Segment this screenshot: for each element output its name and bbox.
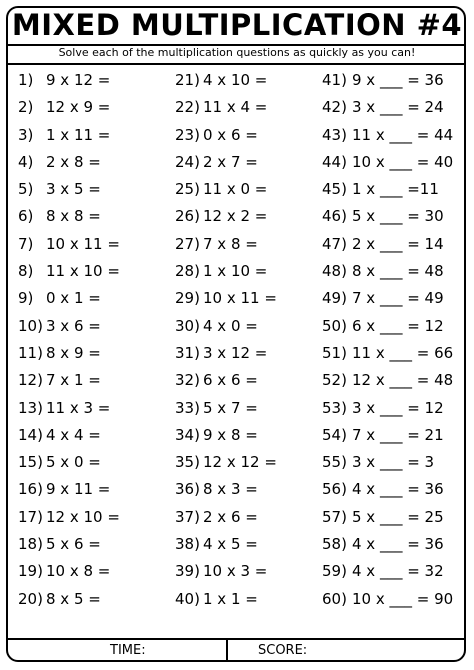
question-text: 2 x 7 = — [203, 152, 258, 171]
question-item — [322, 149, 453, 176]
question-text: 3 x ___ = 12 — [352, 398, 444, 417]
question-number: 53) — [322, 398, 347, 417]
score-label: SCORE: — [258, 643, 308, 658]
question-text: 3 x ___ = 3 — [352, 453, 435, 472]
question-number: 32) — [175, 371, 200, 390]
question-item — [18, 313, 120, 340]
question-item — [18, 367, 120, 394]
question-number: 6) — [18, 207, 34, 226]
instructions: Solve each of the multiplication questions as quickly as you can! — [58, 46, 416, 59]
question-number: 19) — [18, 562, 43, 581]
question-text: 1 x 1 = — [203, 589, 258, 608]
question-item — [18, 176, 120, 203]
question-number: 2) — [18, 98, 34, 117]
question-number: 46) — [322, 207, 347, 226]
question-text: 12 x 9 = — [46, 98, 111, 117]
question-number: 26) — [175, 207, 200, 226]
question-item — [18, 203, 120, 230]
question-text: 12 x 2 = — [203, 207, 268, 226]
question-text: 0 x 1 = — [46, 289, 101, 308]
footer-divider — [6, 638, 466, 640]
question-text: 12 x ___ = 48 — [352, 371, 454, 390]
questions-column-3 — [322, 67, 453, 613]
question-number: 60) — [322, 589, 347, 608]
question-item — [322, 367, 453, 394]
question-number: 1) — [18, 71, 34, 89]
question-text: 5 x ___ = 30 — [352, 207, 444, 226]
question-number: 57) — [322, 507, 347, 526]
question-text: 4 x 4 = — [46, 425, 101, 444]
question-text: 1 x 11 = — [46, 125, 111, 144]
question-item — [175, 558, 277, 585]
question-item — [322, 558, 453, 585]
question-text: 9 x ___ = 36 — [352, 71, 444, 89]
question-number: 34) — [175, 425, 200, 444]
question-number: 47) — [322, 234, 347, 253]
question-text: 8 x ___ = 48 — [352, 262, 444, 281]
question-number: 13) — [18, 398, 43, 417]
question-number: 41) — [322, 71, 347, 89]
question-item — [322, 449, 453, 476]
question-number: 22) — [175, 98, 200, 117]
question-number: 5) — [18, 180, 34, 199]
question-item — [175, 531, 277, 558]
question-item — [322, 476, 453, 503]
question-item — [322, 340, 453, 367]
question-text: 3 x 6 = — [46, 316, 101, 335]
question-text: 4 x 10 = — [203, 71, 268, 89]
question-number: 58) — [322, 535, 347, 554]
question-text: 3 x 5 = — [46, 180, 101, 199]
question-item — [175, 476, 277, 503]
question-item — [322, 422, 453, 449]
question-item — [175, 285, 277, 312]
question-number: 38) — [175, 535, 200, 554]
question-item — [18, 149, 120, 176]
question-item — [18, 476, 120, 503]
question-item — [175, 422, 277, 449]
question-text: 9 x 12 = — [46, 71, 111, 89]
question-item — [322, 258, 453, 285]
question-text: 11 x 4 = — [203, 98, 268, 117]
question-item — [175, 340, 277, 367]
question-text: 3 x 12 = — [203, 343, 268, 362]
question-text: 5 x 0 = — [46, 453, 101, 472]
question-text: 10 x ___ = 90 — [352, 589, 454, 608]
question-text: 11 x 3 = — [46, 398, 111, 417]
question-number: 40) — [175, 589, 200, 608]
question-item — [18, 586, 120, 613]
question-text: 4 x 5 = — [203, 535, 258, 554]
question-item — [175, 203, 277, 230]
question-number: 30) — [175, 316, 200, 335]
question-item — [18, 422, 120, 449]
question-text: 11 x 0 = — [203, 180, 268, 199]
question-item — [18, 558, 120, 585]
question-number: 18) — [18, 535, 43, 554]
question-number: 44) — [322, 152, 347, 171]
question-item — [175, 122, 277, 149]
question-number: 37) — [175, 507, 200, 526]
question-item — [175, 586, 277, 613]
question-item — [322, 531, 453, 558]
question-text: 10 x 8 = — [46, 562, 111, 581]
question-text: 10 x 3 = — [203, 562, 268, 581]
question-item — [322, 231, 453, 258]
question-text: 7 x 8 = — [203, 234, 258, 253]
question-number: 17) — [18, 507, 43, 526]
question-text: 11 x 10 = — [46, 262, 120, 281]
question-text: 5 x 7 = — [203, 398, 258, 417]
question-number: 7) — [18, 234, 34, 253]
question-text: 8 x 8 = — [46, 207, 101, 226]
question-text: 4 x ___ = 36 — [352, 480, 444, 499]
question-item — [322, 122, 453, 149]
question-item — [18, 504, 120, 531]
question-number: 11) — [18, 343, 43, 362]
question-text: 1 x 10 = — [203, 262, 268, 281]
question-item — [175, 449, 277, 476]
question-item — [18, 94, 120, 121]
questions-column-1 — [18, 67, 120, 613]
question-number: 36) — [175, 480, 200, 499]
question-number: 35) — [175, 453, 200, 472]
question-text: 6 x ___ = 12 — [352, 316, 444, 335]
question-item — [175, 176, 277, 203]
question-number: 28) — [175, 262, 200, 281]
question-item — [18, 67, 120, 94]
question-text: 8 x 5 = — [46, 589, 101, 608]
question-text: 11 x ___ = 44 — [352, 125, 454, 144]
question-item — [18, 231, 120, 258]
question-text: 5 x ___ = 25 — [352, 507, 444, 526]
question-item — [322, 94, 453, 121]
question-text: 10 x ___ = 40 — [352, 152, 454, 171]
question-text: 0 x 6 = — [203, 125, 258, 144]
question-number: 43) — [322, 125, 347, 144]
question-text: 4 x ___ = 36 — [352, 535, 444, 554]
question-item — [18, 531, 120, 558]
question-text: 2 x ___ = 14 — [352, 234, 444, 253]
question-text: 10 x 11 = — [46, 234, 120, 253]
question-item — [18, 449, 120, 476]
question-text: 2 x 6 = — [203, 507, 258, 526]
question-item — [175, 313, 277, 340]
question-number: 10) — [18, 316, 43, 335]
subtitle-divider — [6, 63, 466, 65]
question-number: 50) — [322, 316, 347, 335]
time-label: TIME: — [110, 643, 146, 658]
question-item — [18, 122, 120, 149]
question-number: 52) — [322, 371, 347, 390]
question-item — [322, 395, 453, 422]
question-text: 7 x ___ = 49 — [352, 289, 444, 308]
question-item — [175, 367, 277, 394]
question-number: 14) — [18, 425, 43, 444]
question-item — [18, 258, 120, 285]
question-number: 49) — [322, 289, 347, 308]
question-item — [322, 586, 453, 613]
question-text: 7 x ___ = 21 — [352, 425, 444, 444]
question-item — [322, 285, 453, 312]
question-number: 42) — [322, 98, 347, 117]
question-item — [175, 504, 277, 531]
question-text: 10 x 11 = — [203, 289, 277, 308]
question-text: 9 x 8 = — [203, 425, 258, 444]
question-number: 9) — [18, 289, 34, 308]
question-number: 23) — [175, 125, 200, 144]
question-text: 2 x 8 = — [46, 152, 101, 171]
question-item — [322, 203, 453, 230]
question-number: 54) — [322, 425, 347, 444]
question-number: 27) — [175, 234, 200, 253]
question-number: 56) — [322, 480, 347, 499]
question-item — [175, 94, 277, 121]
question-number: 12) — [18, 371, 43, 390]
question-text: 4 x ___ = 32 — [352, 562, 444, 581]
question-number: 8) — [18, 262, 34, 281]
question-item — [175, 149, 277, 176]
question-number: 4) — [18, 152, 34, 171]
question-item — [18, 395, 120, 422]
question-text: 9 x 11 = — [46, 480, 111, 499]
question-number: 55) — [322, 453, 347, 472]
question-item — [322, 176, 453, 203]
question-text: 3 x ___ = 24 — [352, 98, 444, 117]
question-number: 45) — [322, 180, 347, 199]
question-item — [175, 395, 277, 422]
question-number: 59) — [322, 562, 347, 581]
question-number: 51) — [322, 343, 347, 362]
question-number: 39) — [175, 562, 200, 581]
question-text: 8 x 9 = — [46, 343, 101, 362]
question-number: 24) — [175, 152, 200, 171]
footer-separator — [226, 640, 228, 662]
question-text: 5 x 6 = — [46, 535, 101, 554]
question-text: 8 x 3 = — [203, 480, 258, 499]
question-text: 7 x 1 = — [46, 371, 101, 390]
questions-column-2 — [175, 67, 277, 613]
question-text: 6 x 6 = — [203, 371, 258, 390]
question-number: 29) — [175, 289, 200, 308]
question-item — [175, 67, 277, 94]
question-text: 4 x 0 = — [203, 316, 258, 335]
question-number: 31) — [175, 343, 200, 362]
question-item — [322, 313, 453, 340]
question-number: 15) — [18, 453, 43, 472]
question-item — [175, 258, 277, 285]
question-item — [18, 340, 120, 367]
question-text: 12 x 12 = — [203, 453, 277, 472]
question-number: 16) — [18, 480, 43, 499]
question-number: 48) — [322, 262, 347, 281]
question-item — [322, 504, 453, 531]
question-number: 25) — [175, 180, 200, 199]
page-title: MIXED MULTIPLICATION #4 — [11, 8, 463, 42]
question-item — [18, 285, 120, 312]
question-text: 11 x ___ = 66 — [352, 343, 454, 362]
question-item — [322, 67, 453, 94]
question-number: 3) — [18, 125, 34, 144]
question-number: 33) — [175, 398, 200, 417]
question-text: 1 x ___ =11 — [352, 180, 439, 199]
question-item — [175, 231, 277, 258]
question-text: 12 x 10 = — [46, 507, 120, 526]
question-number: 21) — [175, 71, 200, 89]
question-number: 20) — [18, 589, 43, 608]
